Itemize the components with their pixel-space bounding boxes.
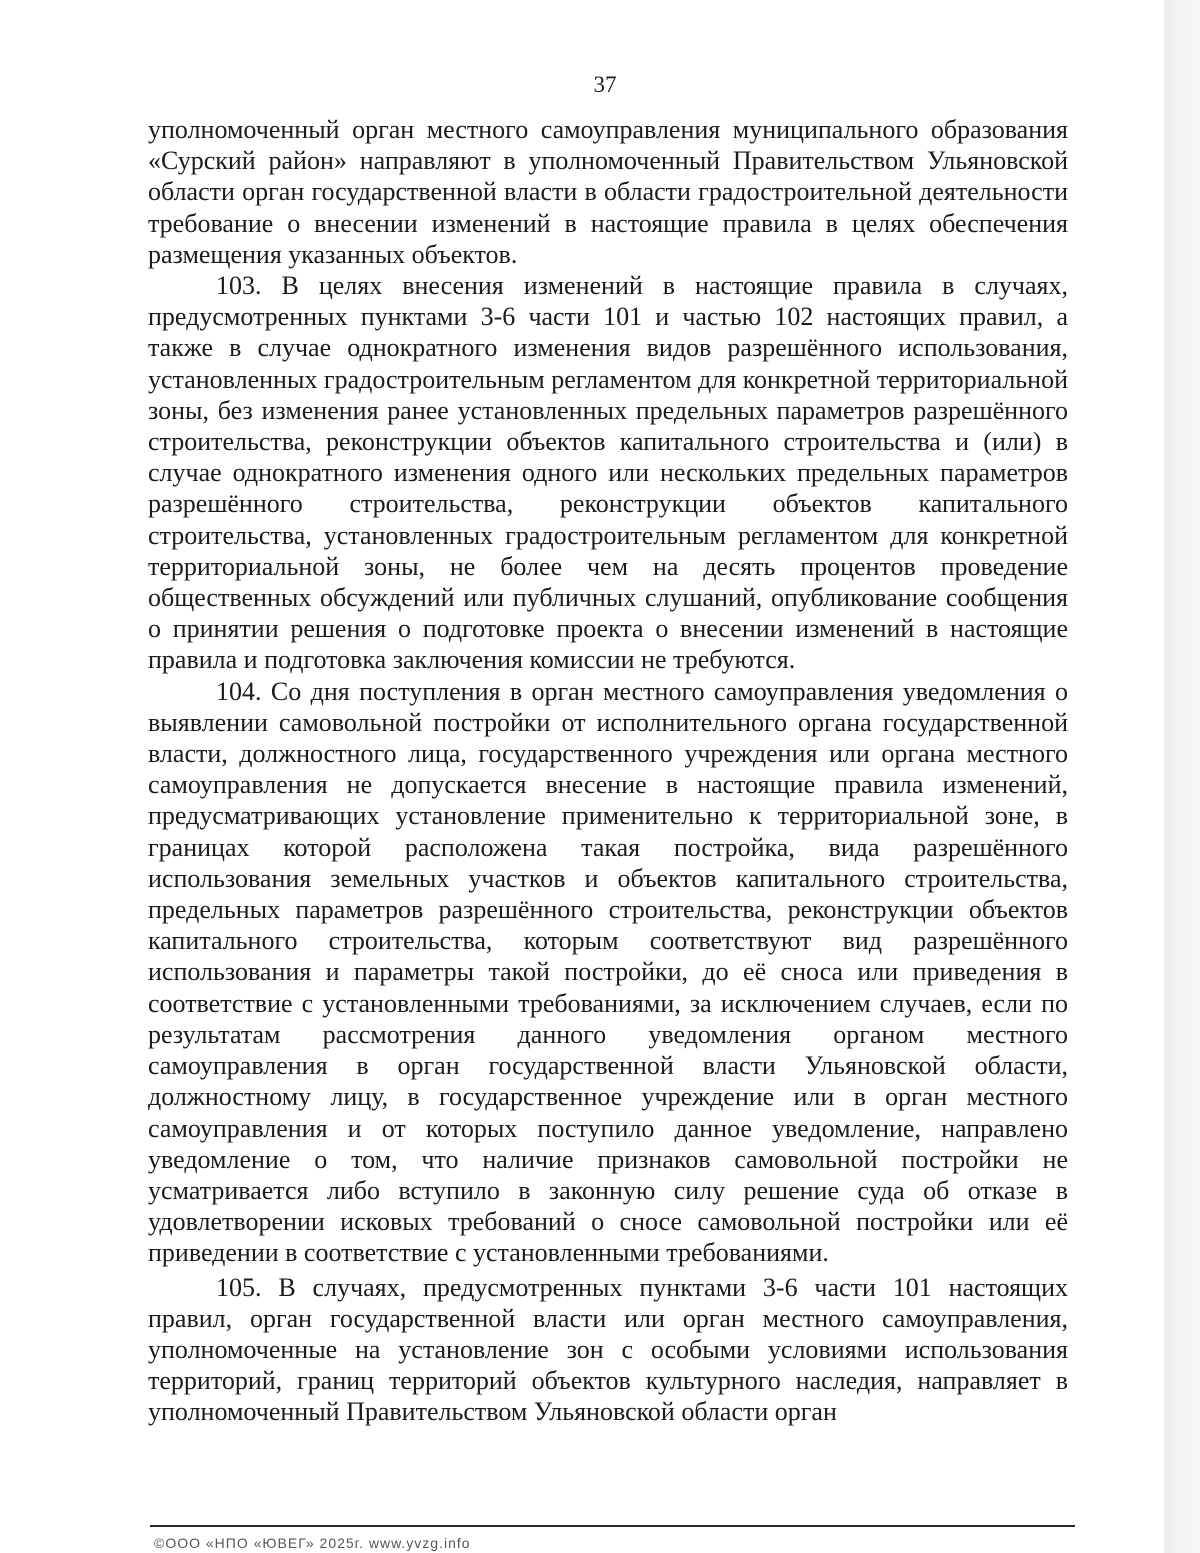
paragraph-104: 104. Со дня поступления в орган местного самоуправления уведомления о выявлении самовольной постройки от исполнительного органа государственной власти, должностного лица, государственного учреждения или органа местного самоуправления не допускается внесение в настоящие правила изменений, предусматривающих установление применительно к территориальной зоне, в границах которой расположена такая постройка, вида разрешённого использования земельных участков и объектов капитального строительства, предельных параметров разрешённого строительства, реконструкции объектов капитального строительства, которым соответствуют вид разрешённого использования и параметры такой постройки, до её сноса или приведения в соответствие с установленными требованиями, за исключением случаев, если по результатам рассмотрения данного уведомления органом местного самоуправления в орган государственной власти Ульяновской области, должностному лицу, в государственное учреждение или в орган местного самоуправления и от которых поступило данное уведомление, направлено уведомление о том, что наличие признаков самовольной постройки не усматривается либо вступило в законную силу решение суда об отказе в удовлетворении исковых требований о сносе самовольной постройки или её приведении в соответствие с установленными требованиями. xyxy=(148,676,1068,1268)
paragraph-105: 105. В случаях, предусмотренных пунктами 3-6 части 101 настоящих правил, орган государственной власти или орган местного самоуправления, уполномоченные на установление зон с особыми условиями использования территорий, границ территорий объектов культурного наследия, направляет в уполномоченный Правительством Ульяновской области орган xyxy=(148,1272,1068,1427)
page-number: 37 xyxy=(593,72,617,97)
document-body xyxy=(148,114,1068,1428)
paragraph-103: 103. В целях внесения изменений в настоящие правила в случаях, предусмотренных пунктами 3-6 части 101 и частью 102 настоящих правил, а также в случае однократного изменения видов разрешённого использования, установленных градостроительным регламентом для конкретной территориальной зоны, без изменения ранее установленных предельных параметров разрешённого строительства, реконструкции объектов капитального строительства и (или) в случае однократного изменения одного или нескольких предельных параметров разрешённого строительства, реконструкции объектов капитального строительства, установленных градостроительным регламентом для конкретной территориальной зоны, не более чем на десять процентов проведение общественных обсуждений или публичных слушаний, опубликование сообщения о принятии решения о подготовке проекта о внесении изменений в настоящие правила и подготовка заключения комиссии не требуются. xyxy=(148,271,1068,675)
paragraph-continuation: уполномоченный орган местного самоуправления муниципального образования «Сурский район» направляют в уполномоченный Правительством Ульяновской области орган государственной власти в области градостроительной деятельности требование о внесении изменений в настоящие правила в целях обеспечения размещения указанных объектов. xyxy=(148,115,1068,269)
footer-watermark: ©ООО «НПО «ЮВЕГ» 2025г. www.yvzg.info xyxy=(154,1535,471,1551)
footer-divider xyxy=(150,1525,1075,1527)
